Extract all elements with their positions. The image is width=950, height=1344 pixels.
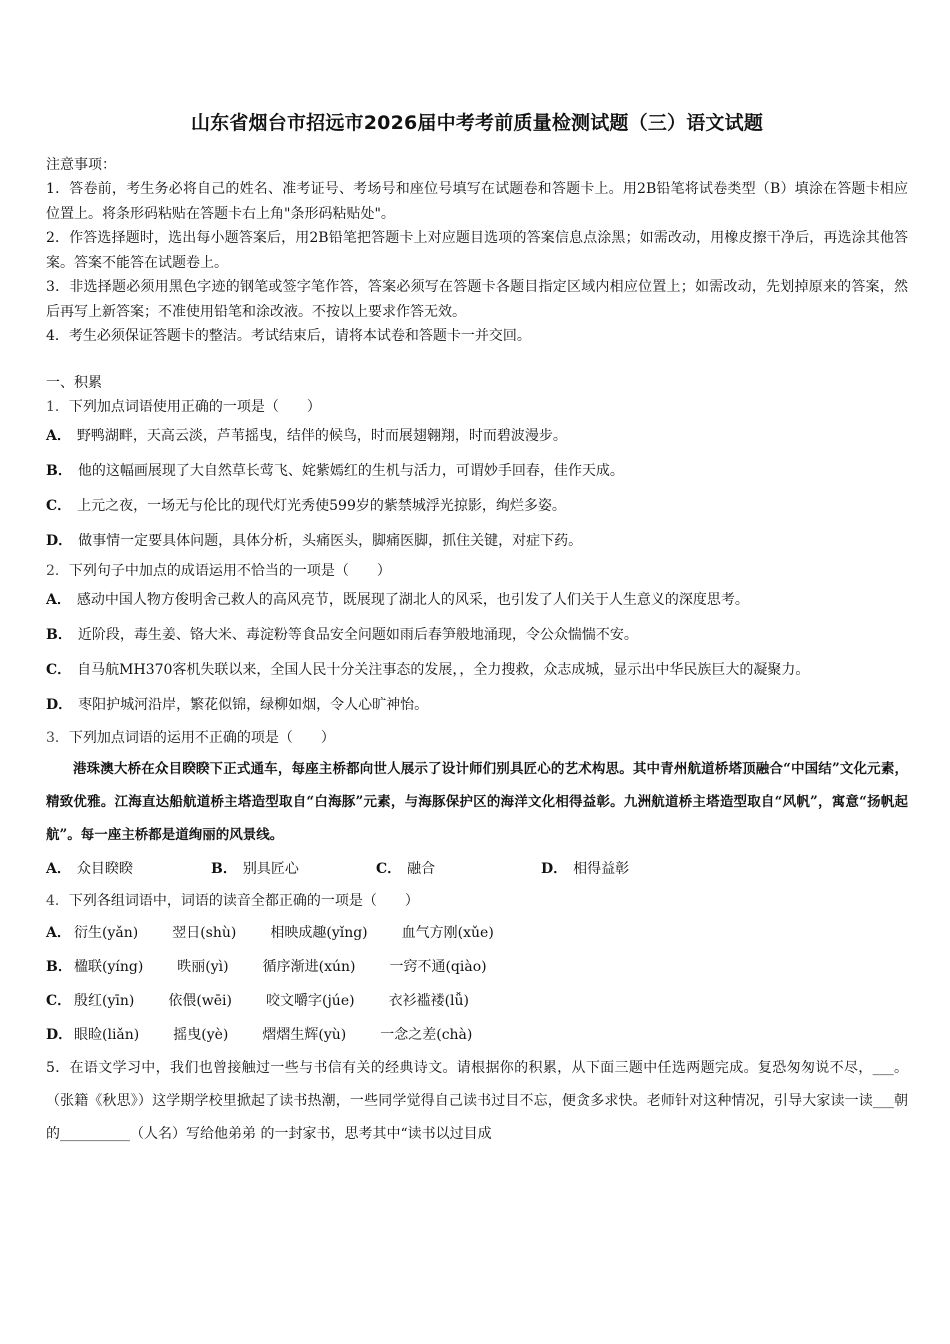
option-label: C． xyxy=(46,992,72,1009)
option-text: 枣阳护城河沿岸，繁花似锦，绿柳如烟，令人心旷神怡。 xyxy=(78,696,429,713)
question-stem xyxy=(46,395,908,419)
option-a xyxy=(46,916,908,950)
option-b xyxy=(46,950,908,984)
option-text: 自马航MH370客机失联以来，全国人民十分关注事态的发展，，全力搜救，众志成城，显示出中华民族巨大的凝聚力。 xyxy=(77,661,810,678)
question-number: 2． xyxy=(46,562,69,579)
option-d xyxy=(46,524,908,559)
section-heading: 一、积累 xyxy=(46,374,102,391)
option-label: D． xyxy=(46,696,73,713)
notice-item: 2．作答选择题时，选出每小题答案后，用2B铅笔把答题卡上对应题目选项的答案信息点涂黑；如需改动，用橡皮擦干净后，再选涂其他答案。答案不能答在试题卷上。 xyxy=(46,230,908,271)
notice-item: 1．答卷前，考生务必将自己的姓名、准考证号、考场号和座位号填写在试题卷和答题卡上。用2B铅笔将试卷类型（B）填涂在答题卡相应位置上。将条形码粘贴在答题卡右上角"条形码粘贴处"。 xyxy=(46,181,908,222)
question-stem xyxy=(46,559,908,583)
option-label: C． xyxy=(46,661,72,678)
option-text: 上元之夜，一场无与伦比的现代灯光秀使599岁的紫禁城浮光掠影，绚烂多姿。 xyxy=(77,497,566,514)
option-label: C． xyxy=(46,497,72,514)
pinyin-word: 依偎(wēi) xyxy=(168,992,232,1009)
option-c xyxy=(46,984,908,1018)
option-a xyxy=(46,583,908,618)
question-3 xyxy=(46,723,908,886)
question-number: 1． xyxy=(46,398,69,415)
option-label: B． xyxy=(46,626,72,643)
pinyin-word: 眼睑(liǎn) xyxy=(74,1026,140,1043)
option-label: B． xyxy=(46,462,72,479)
pinyin-word: 循序渐进(xún) xyxy=(262,958,356,975)
option-label: A． xyxy=(46,924,71,941)
option-c xyxy=(46,489,908,524)
option-c xyxy=(46,653,908,688)
question-stem xyxy=(46,723,908,753)
option-text: 融合 xyxy=(407,860,436,877)
option-row xyxy=(46,852,908,886)
option-label: D． xyxy=(46,532,73,549)
question-number: 5． xyxy=(46,1059,70,1076)
pinyin-word: 咬文嚼字(júe) xyxy=(266,992,355,1009)
option-text: 近阶段，毒生姜、铬大米、毒淀粉等食品安全问题如雨后春笋般地涌现，令公众惴惴不安。 xyxy=(77,626,638,643)
option-b xyxy=(46,618,908,653)
option-label: B． xyxy=(211,860,237,877)
pinyin-word: 殷红(yīn) xyxy=(74,992,135,1009)
pinyin-word: 熠熠生辉(yù) xyxy=(262,1026,347,1043)
pinyin-word: 衍生(yǎn) xyxy=(74,924,139,941)
option-label: D． xyxy=(46,1026,73,1043)
option-b xyxy=(211,852,376,886)
pinyin-word: 血气方刚(xǔe) xyxy=(401,924,494,941)
notice-item: 3．非选择题必须用黑色字迹的钢笔或签字笔作答，答案必须写在答题卡各题目指定区域内相应位置上；如需改动，先划掉原来的答案，然后再写上新答案；不准使用铅笔和涂改液。不按以上要求作答无效。 xyxy=(46,279,908,320)
pinyin-word: 一窍不通(qiào) xyxy=(389,958,487,975)
option-d xyxy=(46,688,908,723)
option-a xyxy=(46,852,211,886)
question-4 xyxy=(46,886,908,1052)
reading-passage: 港珠澳大桥在众目睽睽下正式通车，每座主桥都向世人展示了设计师们别具匠心的艺术构思。其中青州航道桥塔顶融合“中国结”文化元素，精致优雅。江海直达船航道桥主塔造型取自“白海豚”元素，与海豚保护区的海洋文化相得益彰。九洲航道桥主塔造型取自“风帆”，寓意“扬帆起航”。每一座主桥都是道绚丽的风景线。 xyxy=(46,760,908,843)
pinyin-word: 摇曳(yè) xyxy=(173,1026,229,1043)
pinyin-word: 相映成趣(yǐng) xyxy=(270,924,368,941)
option-label: C． xyxy=(376,860,402,877)
option-label: A． xyxy=(46,591,71,608)
option-text: 别具匠心 xyxy=(242,860,299,877)
notice-heading: 注意事项： xyxy=(46,157,116,173)
option-text: 众目睽睽 xyxy=(76,860,133,877)
option-label: A． xyxy=(46,427,71,444)
option-label: A． xyxy=(46,860,71,877)
option-label: B． xyxy=(46,958,72,975)
option-text: 他的这幅画展现了大自然草长莺飞、姹紫嫣红的生机与活力，可谓妙手回春，佳作天成。 xyxy=(77,462,624,479)
option-c xyxy=(376,852,541,886)
question-number: 4． xyxy=(46,892,69,909)
pinyin-word: 衣衫褴褛(lǚ) xyxy=(388,992,469,1009)
question-2 xyxy=(46,559,908,723)
exam-page xyxy=(46,108,908,1151)
option-d xyxy=(541,852,706,886)
pinyin-word: 一念之差(chà) xyxy=(380,1026,473,1043)
pinyin-word: 楹联(yíng) xyxy=(74,958,144,975)
question-number: 3． xyxy=(46,729,69,746)
option-text: 做事情一定要具体问题，具体分析，头痛医头，脚痛医脚，抓住关键，对症下药。 xyxy=(78,532,583,549)
question-stem xyxy=(46,1052,908,1151)
option-text: 相得益彰 xyxy=(573,860,630,877)
question-text: 下列句子中加点的成语运用不恰当的一项是（ ） xyxy=(68,562,391,579)
option-text: 野鸭湖畔，天高云淡，芦苇摇曳，结伴的候鸟，时而展翅翱翔，时而碧波漫步。 xyxy=(76,427,567,444)
question-text: 下列各组词语中，词语的读音全都正确的一项是（ ） xyxy=(68,892,419,909)
question-text: 下列加点词语的运用不正确的项是（ ） xyxy=(68,729,335,746)
pinyin-word: 翌日(shù) xyxy=(172,924,237,941)
option-text: 感动中国人物方俊明舍己救人的高风亮节，既展现了湖北人的风采，也引发了人们关于人生意义的深度思考。 xyxy=(76,591,749,608)
question-1 xyxy=(46,395,908,559)
option-d xyxy=(46,1018,908,1052)
question-5 xyxy=(46,1052,908,1151)
notice-section xyxy=(46,153,908,349)
notice-item: 4．考生必须保证答题卡的整洁。考试结束后，请将本试卷和答题卡一并交回。 xyxy=(46,328,531,344)
question-text: 下列加点词语使用正确的一项是（ ） xyxy=(68,398,321,415)
option-label: D． xyxy=(541,860,568,877)
option-a xyxy=(46,419,908,454)
pinyin-word: 昳丽(yì) xyxy=(177,958,229,975)
page-title: 山东省烟台市招远市2026届中考考前质量检测试题（三）语文试题 xyxy=(190,112,764,134)
option-b xyxy=(46,454,908,489)
question-text: 在语文学习中，我们也曾接触过一些与书信有关的经典诗文。请根据你的积累，从下面三题中任选两题完成。复恐匆匆说不尽，___。（张籍《秋思》）这学期学校里掀起了读书热潮，一些同学觉得自己读书过目不忘，便贪多求快。老师针对这种情况，引导大家读一读___朝的__________（人名）写给他弟弟 的一封家书，思考其中“读书以过目成 xyxy=(46,1059,908,1142)
question-stem xyxy=(46,886,908,916)
